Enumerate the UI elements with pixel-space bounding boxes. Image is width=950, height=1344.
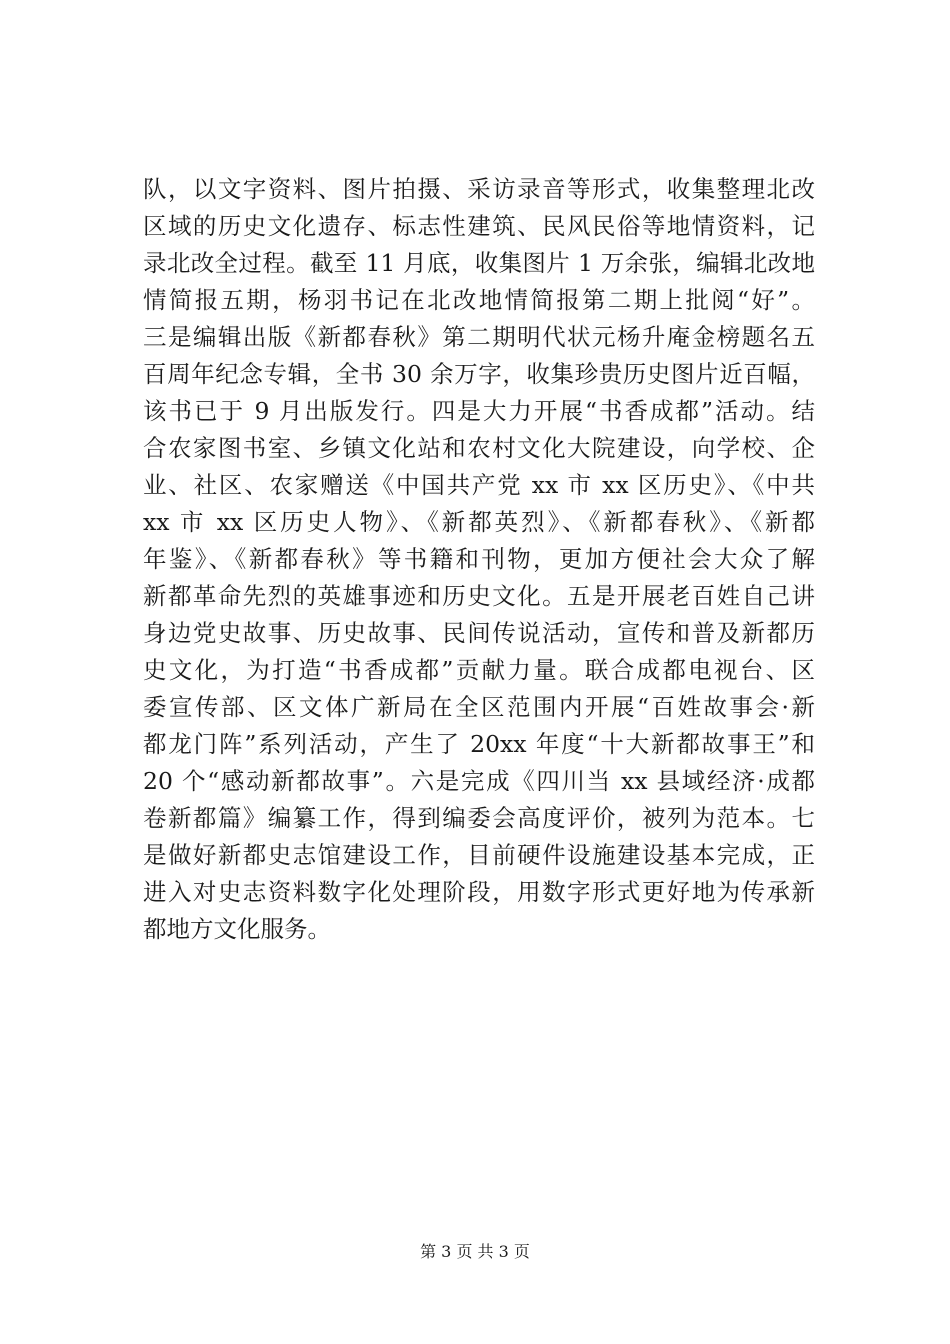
text-line: 年鉴》、《新都春秋》等书籍和刊物，更加方便社会大众了解 <box>143 545 815 573</box>
text-line: 该书已于 9 月出版发行。四是大力开展“书香成都”活动。结 <box>143 397 815 425</box>
text-line: 都地方文化服务。 <box>143 915 331 943</box>
text-line: 三是编辑出版《新都春秋》第二期明代状元杨升庵金榜题名五 <box>143 323 815 351</box>
text-line: 合农家图书室、乡镇文化站和农村文化大院建设，向学校、企 <box>143 434 815 462</box>
text-line: 是做好新都史志馆建设工作，目前硬件设施建设基本完成，正 <box>143 841 815 869</box>
text-line: 区域的历史文化遗存、标志性建筑、民风民俗等地情资料，记 <box>143 212 815 240</box>
text-line: 都龙门阵”系列活动，产生了 20xx 年度“十大新都故事王”和 <box>143 730 815 758</box>
text-line: 史文化，为打造“书香成都”贡献力量。联合成都电视台、区 <box>143 656 815 684</box>
text-line: 队，以文字资料、图片拍摄、采访录音等形式，收集整理北改 <box>143 175 815 203</box>
text-line: 百周年纪念专辑，全书 30 余万字，收集珍贵历史图片近百幅， <box>143 360 815 388</box>
text-line: 业、社区、农家赠送《中国共产党 xx 市 xx 区历史》、《中共 <box>143 471 815 499</box>
text-line: 情简报五期，杨羽书记在北改地情简报第二期上批阅“好”。 <box>143 286 815 314</box>
text-line: 进入对史志资料数字化处理阶段，用数字形式更好地为传承新 <box>143 878 815 906</box>
body-paragraph <box>143 171 815 948</box>
text-line: 身边党史故事、历史故事、民间传说活动，宣传和普及新都历 <box>143 619 815 647</box>
text-line: 委宣传部、区文体广新局在全区范围内开展“百姓故事会·新 <box>143 693 815 721</box>
page-number-footer: 第 3 页 共 3 页 <box>420 1242 530 1261</box>
text-line: 卷新都篇》编纂工作，得到编委会高度评价，被列为范本。七 <box>143 804 815 832</box>
text-line: 新都革命先烈的英雄事迹和历史文化。五是开展老百姓自己讲 <box>143 582 815 610</box>
text-line: 录北改全过程。截至 11 月底，收集图片 1 万余张，编辑北改地 <box>143 249 815 277</box>
text-line: xx 市 xx 区历史人物》、《新都英烈》、《新都春秋》、《新都 <box>143 508 815 536</box>
text-line: 20 个“感动新都故事”。六是完成《四川当 xx 县域经济·成都 <box>143 767 815 795</box>
